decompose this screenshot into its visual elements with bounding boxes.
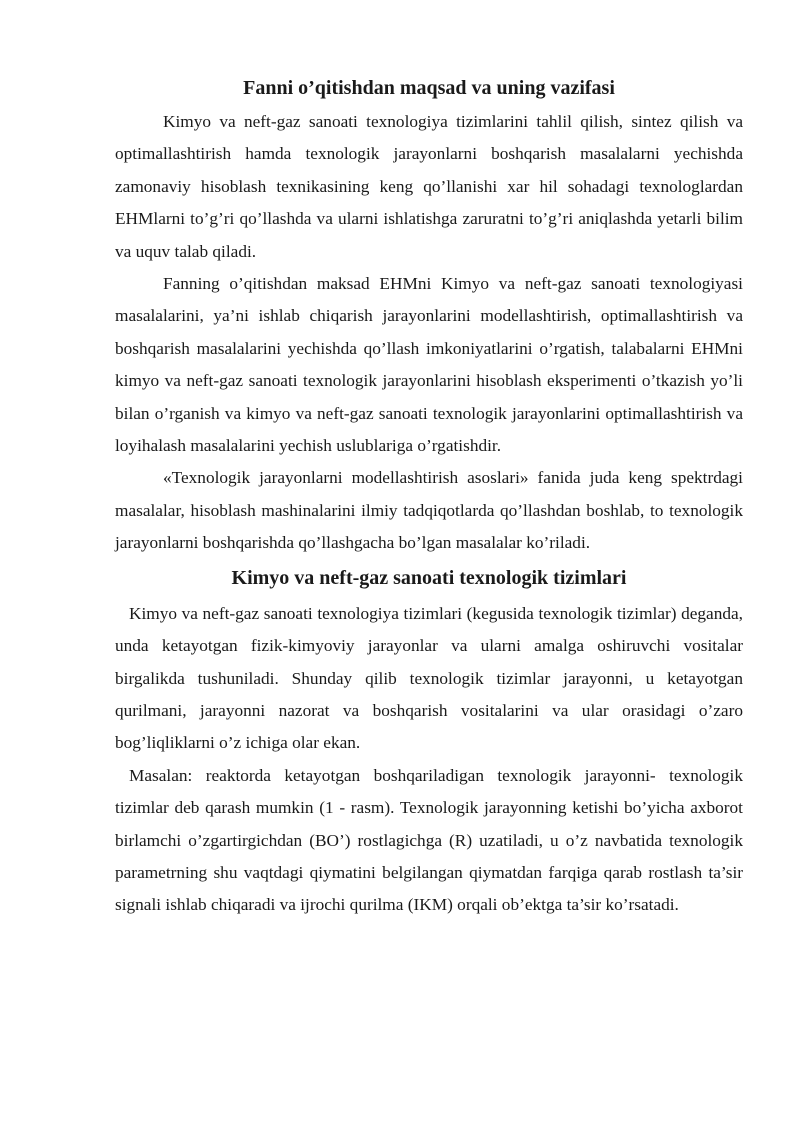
paragraph-5: Masalan: reaktorda ketayotgan boshqariladigan texnologik jarayonni- texnologik tizimlar deb qarash mumkin (1 - rasm). Texnologik jarayonning ketishi bo’yicha axborot birlamchi o’zgartirgichdan (BO’) rostlagichga (R) uzatiladi, u o’z navbatida texnologik parametrning shu vaqtdagi qiymatini belgilangan qiymatdan farqiga qarab rostlash ta’sir signali ishlab chiqaradi va ijrochi qurilma (IKM) orqali ob’ektga ta’sir ko’rsatadi. [115, 765, 743, 915]
section-title-systems: Kimyo va neft-gaz sanoati texnologik tizimlari [231, 566, 627, 589]
paragraph-3: «Texnologik jarayonlarni modellashtirish asoslari» fanida juda keng spektrdagi masalalar, hisoblash mashinalarini ilmiy tadqiqotlarda qo’llashdan boshlab, to texnologik jarayonlarni boshqarishda qo’llashgacha bo’lgan masalalar ko’riladi. [115, 468, 743, 553]
paragraph-2: Fanning o’qitishdan maksad EHMni Kimyo va neft-gaz sanoati texnologiyasi masalalarini, ya’ni ishlab chiqarish jarayonlarini modellashtirish, optimallashtirish va boshqarish masalalarini yechishda qo’llash imkoniyatlarini o’rgatish, talabalarni EHMni kimyo va neft-gaz sanoati texnologik jarayonlarini hisoblash eksperimenti o’tkazish yo’li bilan o’rganish va kimyo va neft-gaz sanoati texnologik jarayonlarini optimallashtirish va loyihalash masalalarini yechish uslublariga o’rgatishdir. [115, 274, 743, 456]
paragraph-4: Kimyo va neft-gaz sanoati texnologiya tizimlari (kegusida texnologik tizimlar) deganda, unda ketayotgan fizik-kimyoviy jarayonlar va ularni amalga oshiruvchi vositalar birgalikda tushuniladi. Shunday qilib texnologik tizimlar jarayonni, u ketayotgan qurilmani, jarayonni nazorat va boshqarish vositalarini va ular orasidagi o’zaro bog’liqliklarni o’z ichiga olar ekan. [115, 603, 743, 753]
document-page [115, 74, 743, 922]
section-title-goals: Fanni o’qitishdan maqsad va uning vazifasi [243, 77, 615, 99]
paragraph-1: Kimyo va neft-gaz sanoati texnologiya tizimlarini tahlil qilish, sintez qilish va optimallashtirish hamda texnologik jarayonlarni boshqarish masalalarni yechishda zamonaviy hisoblash texnikasining keng qo’llanishi xar hil sohadagi texnologlardan EHMlarni to’g’ri qo’llashda va ularni ishlatishga zaruratni to’g’ri aniqlashda yetarli bilim va uquv talab qiladi. [115, 112, 743, 261]
